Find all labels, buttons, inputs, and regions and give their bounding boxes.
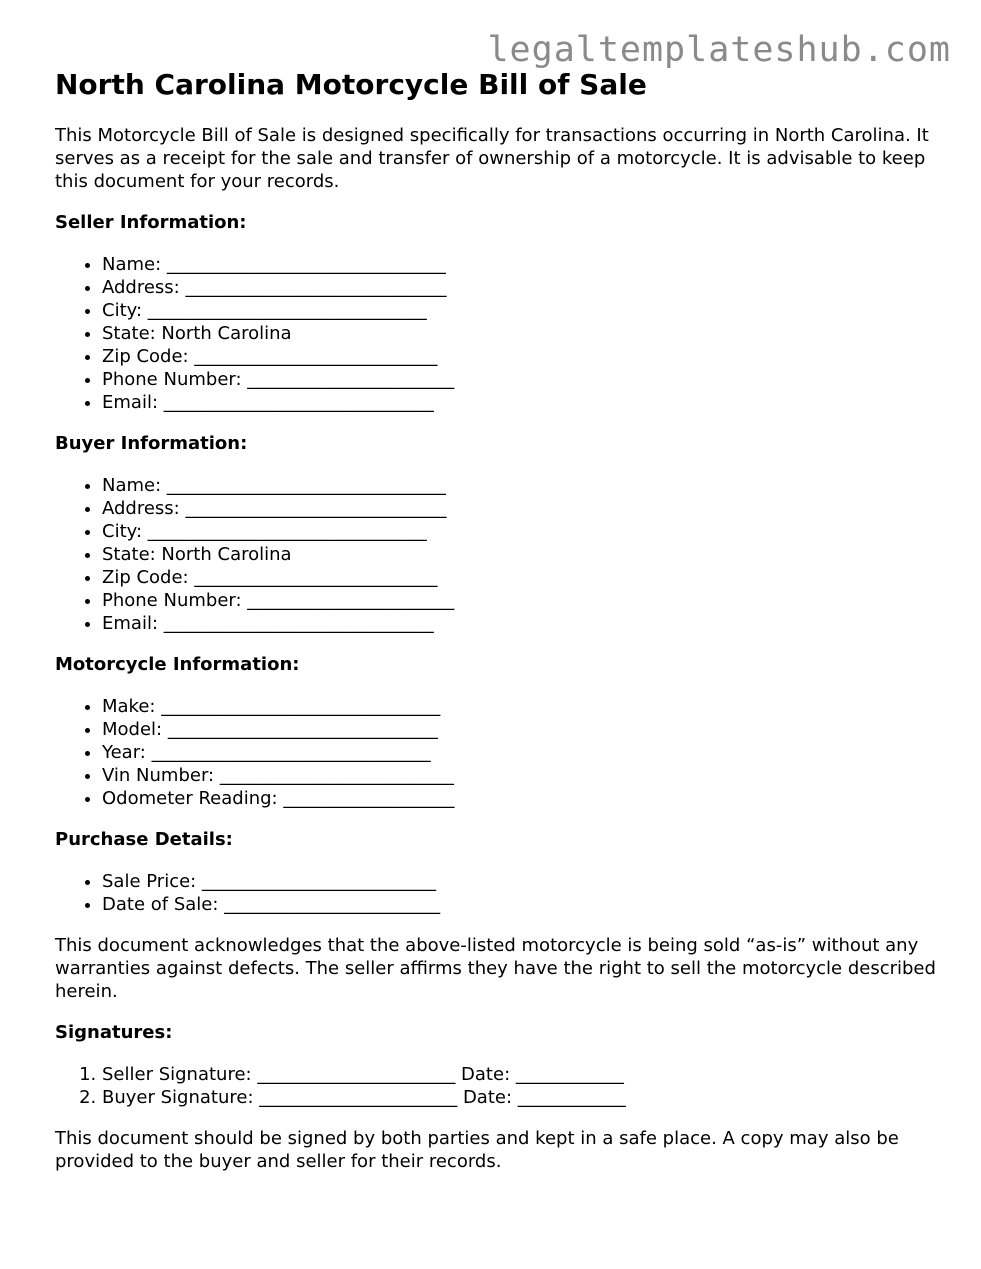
motorcycle-list xyxy=(55,695,945,810)
seller-city-field: • City: _______________________________ xyxy=(102,299,945,322)
motorcycle-odometer-field: • Odometer Reading: ___________________ xyxy=(102,787,945,810)
seller-phone-field: • Phone Number: _______________________ xyxy=(102,368,945,391)
buyer-list xyxy=(55,474,945,635)
acknowledgement-paragraph: This document acknowledges that the above-listed motorcycle is being sold “as-is” without any warranties against defects. The seller affirms they have the right to sell the motorcycle described herein. xyxy=(55,935,936,1002)
buyer-state-field: • State: North Carolina xyxy=(102,543,945,566)
seller-state-field: • State: North Carolina xyxy=(102,322,945,345)
motorcycle-year-field: • Year: _______________________________ xyxy=(102,741,945,764)
buyer-city-field: • City: _______________________________ xyxy=(102,520,945,543)
buyer-signature-line: 2. Buyer Signature: ______________________ Date: ____________ xyxy=(102,1086,945,1109)
buyer-email-field: • Email: ______________________________ xyxy=(102,612,945,635)
seller-heading: Seller Information: xyxy=(55,212,247,233)
seller-email-field: • Email: ______________________________ xyxy=(102,391,945,414)
buyer-address-field: • Address: _____________________________ xyxy=(102,497,945,520)
purchase-heading: Purchase Details: xyxy=(55,829,233,850)
buyer-phone-field: • Phone Number: _______________________ xyxy=(102,589,945,612)
seller-address-field: • Address: _____________________________ xyxy=(102,276,945,299)
seller-zip-field: • Zip Code: ___________________________ xyxy=(102,345,945,368)
buyer-heading: Buyer Information: xyxy=(55,433,248,454)
closing-paragraph: This document should be signed by both parties and kept in a safe place. A copy may also be provided to the buyer and seller for their records. xyxy=(55,1128,899,1172)
motorcycle-vin-field: • Vin Number: __________________________ xyxy=(102,764,945,787)
motorcycle-heading: Motorcycle Information: xyxy=(55,654,300,675)
page-title: North Carolina Motorcycle Bill of Sale xyxy=(55,68,647,101)
sale-price-field: • Sale Price: __________________________ xyxy=(102,870,945,893)
signatures-heading: Signatures: xyxy=(55,1022,173,1043)
purchase-list xyxy=(55,870,945,916)
document-body xyxy=(55,68,945,1191)
signatures-list xyxy=(55,1063,945,1109)
motorcycle-model-field: • Model: ______________________________ xyxy=(102,718,945,741)
motorcycle-make-field: • Make: _______________________________ xyxy=(102,695,945,718)
buyer-zip-field: • Zip Code: ___________________________ xyxy=(102,566,945,589)
intro-paragraph: This Motorcycle Bill of Sale is designed specifically for transactions occurring in North Carolina. It serves as a receipt for the sale and transfer of ownership of a motorcycle. It is advisable to keep this document for your records. xyxy=(55,125,929,192)
sale-date-field: • Date of Sale: ________________________ xyxy=(102,893,945,916)
seller-name-field: • Name: _______________________________ xyxy=(102,253,945,276)
buyer-name-field: • Name: _______________________________ xyxy=(102,474,945,497)
watermark: legaltemplateshub.com xyxy=(487,30,951,70)
seller-list xyxy=(55,253,945,414)
seller-signature-line: 1. Seller Signature: ______________________ Date: ____________ xyxy=(102,1063,945,1086)
